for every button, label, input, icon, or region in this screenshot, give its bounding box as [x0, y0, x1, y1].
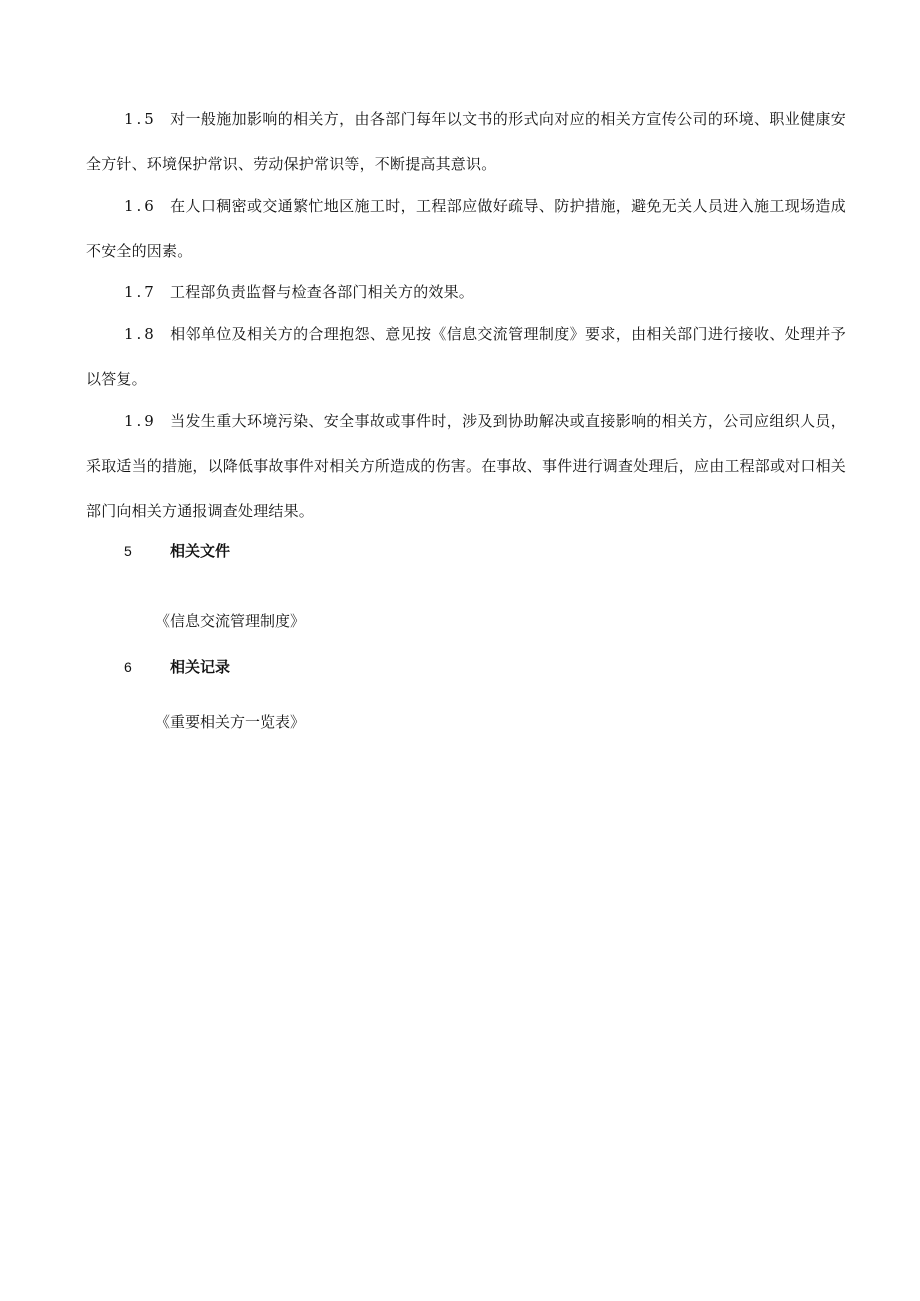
- paragraph-text: 在人口稠密或交通繁忙地区施工时，工程部应做好疏导、防护措施，避免无关人员进入施工现场造成不安全的因素。: [86, 197, 846, 260]
- section-title: 相关记录: [170, 658, 231, 676]
- paragraph-number: 1.6: [124, 197, 157, 215]
- paragraph-number: 1.5: [124, 110, 157, 128]
- paragraph-1-7: [86, 270, 846, 315]
- paragraph-text: 相邻单位及相关方的合理抱怨、意见按《信息交流管理制度》要求，由相关部门进行接收、处理并予以答复。: [86, 325, 846, 388]
- paragraph-1-6: [86, 184, 846, 274]
- section-number: 6: [124, 659, 132, 675]
- section-heading-related-documents: [124, 540, 230, 561]
- paragraph-1-9: [86, 399, 846, 534]
- paragraph-number: 1.8: [124, 325, 157, 343]
- related-document-item: 《信息交流管理制度》: [155, 612, 306, 630]
- paragraph-1-8: [86, 312, 846, 402]
- section-title: 相关文件: [170, 542, 231, 560]
- paragraph-1-5: [86, 97, 846, 187]
- related-record-item: 《重要相关方一览表》: [155, 713, 306, 731]
- paragraph-number: 1.7: [124, 283, 157, 301]
- paragraph-text: 工程部负责监督与检查各部门相关方的效果。: [170, 283, 475, 301]
- section-number: 5: [124, 543, 132, 559]
- paragraph-text: 当发生重大环境污染、安全事故或事件时，涉及到协助解决或直接影响的相关方，公司应组织人员，采取适当的措施，以降低事故事件对相关方所造成的伤害。在事故、事件进行调查处理后，应由工程部或对口相关部门向相关方通报调查处理结果。: [86, 412, 847, 520]
- section-heading-related-records: [124, 656, 230, 677]
- paragraph-number: 1.9: [124, 412, 157, 430]
- paragraph-text: 对一般施加影响的相关方，由各部门每年以文书的形式向对应的相关方宣传公司的环境、职业健康安全方针、环境保护常识、劳动保护常识等，不断提高其意识。: [86, 110, 846, 173]
